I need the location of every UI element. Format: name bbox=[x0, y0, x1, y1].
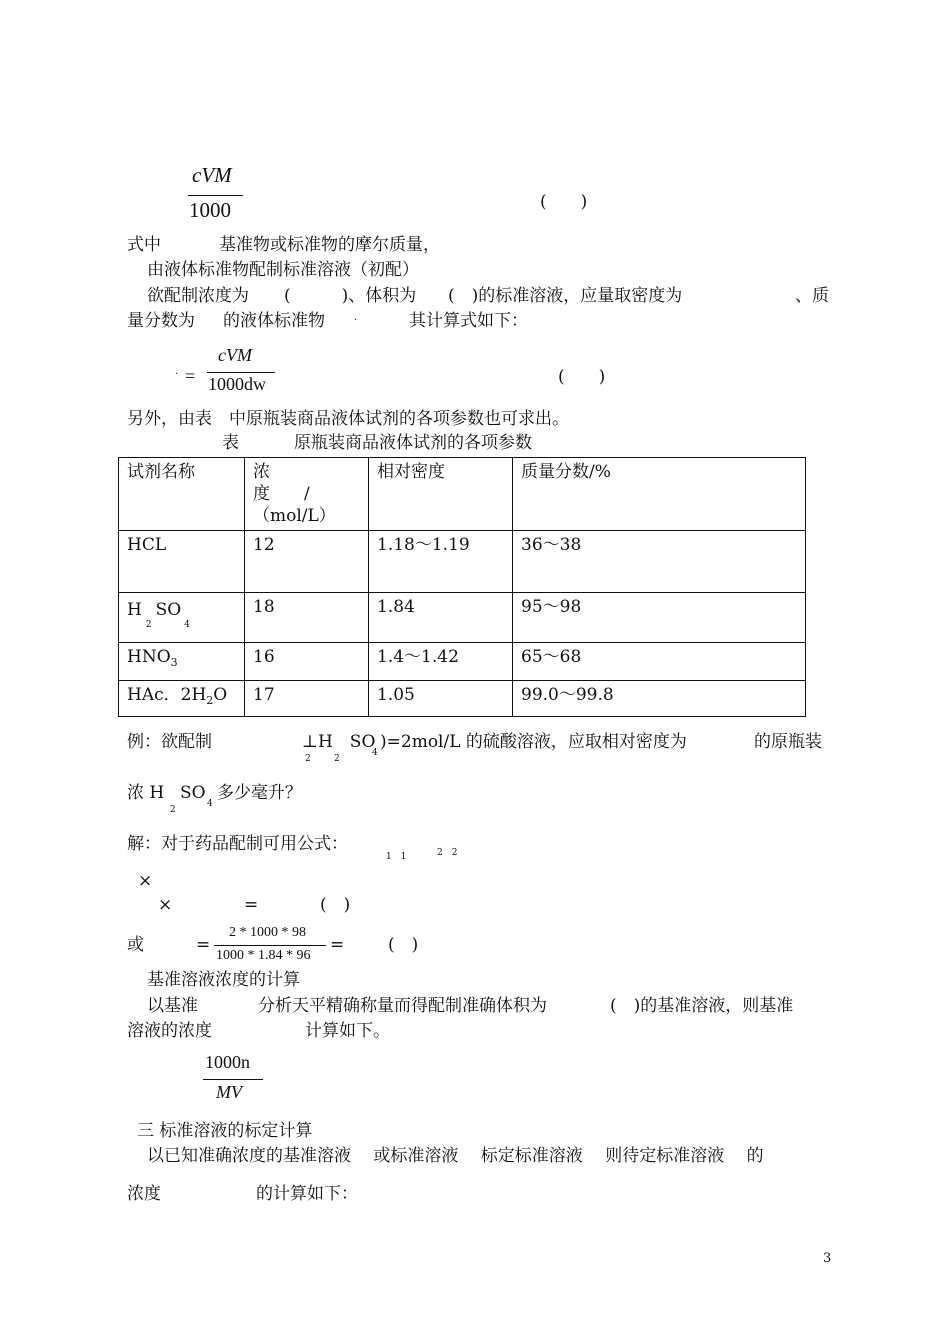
text-want-1: 欲配制浓度为 bbox=[147, 286, 249, 306]
header-name: 试剂名称 bbox=[119, 458, 245, 531]
example-eq-1: = bbox=[244, 895, 259, 915]
table-caption-label: 表 bbox=[222, 433, 239, 453]
table-row bbox=[119, 531, 806, 593]
table-row bbox=[119, 593, 806, 643]
example-formula-subs-1: 1 1 bbox=[386, 852, 407, 862]
text-mass-dot: · bbox=[354, 315, 358, 326]
example-l2-sub-4: 4 bbox=[207, 799, 213, 809]
formula1-denominator: 1000 bbox=[189, 198, 231, 222]
text-mass-1: 量分数为 bbox=[127, 311, 195, 331]
basic-l1-c: ( )的基准溶液，则基准 bbox=[610, 996, 794, 1016]
example-frac-numerator: 2 * 1000 * 98 bbox=[229, 925, 306, 940]
example-l1-b: ⊥H SO bbox=[302, 732, 376, 752]
example-times-2: × bbox=[158, 895, 173, 915]
table-row bbox=[119, 681, 806, 717]
cell-mass: 95～98 bbox=[513, 593, 806, 643]
example-l1-a: 例：欲配制 bbox=[127, 732, 212, 752]
example-paren-1: ( ) bbox=[320, 895, 351, 915]
section3-line1: 以已知准确浓度的基准溶液 或标准溶液 标定标准溶液 则待定标准溶液 的 bbox=[147, 1146, 764, 1166]
cell-name-part-b: O bbox=[213, 685, 228, 705]
basic-frac-numerator bbox=[205, 1052, 250, 1073]
text-want-3: ( )的标准溶液，应量取密度为 bbox=[448, 286, 683, 306]
cell-name-sub: 2 bbox=[145, 620, 152, 630]
formula2-number: ( ) bbox=[558, 367, 606, 387]
cell-name bbox=[119, 593, 245, 643]
cell-name-sub2: 4 bbox=[184, 620, 190, 630]
text-other: 另外，由表 中原瓶装商品液体试剂的各项参数也可求出。 bbox=[127, 409, 569, 429]
page-number: 3 bbox=[823, 1251, 832, 1266]
section3-title: 三 标准溶液的标定计算 bbox=[137, 1121, 313, 1141]
formula2-numerator: cVM bbox=[218, 345, 252, 365]
header-concentration bbox=[245, 458, 369, 531]
cell-name-part-a: HNO bbox=[127, 647, 171, 667]
cell-name bbox=[119, 681, 245, 717]
cell-name-part-b: SO bbox=[155, 600, 182, 620]
basic-l2-b: 计算如下。 bbox=[305, 1021, 390, 1041]
cell-mass: 99.0～99.8 bbox=[513, 681, 806, 717]
example-fraction-bar bbox=[214, 945, 326, 946]
example-paren-2: ( ) bbox=[388, 935, 419, 955]
basic-frac-num-text: 1000n bbox=[205, 1052, 250, 1072]
example-l1-sub-4: 4 bbox=[372, 748, 378, 758]
basic-fraction-bar bbox=[203, 1079, 263, 1080]
example-eq-3: = bbox=[330, 935, 345, 955]
example-l2-b: SO bbox=[180, 783, 206, 803]
cell-name-sub: 3 bbox=[170, 656, 178, 669]
cell-conc: 16 bbox=[245, 643, 369, 681]
header-mass-fraction: 质量分数/% bbox=[513, 458, 806, 531]
basic-l2-a: 溶液的浓度 bbox=[127, 1021, 212, 1041]
example-l1-sub-2b: 2 bbox=[334, 754, 340, 764]
text-shizhong-desc: 基准物或标准物的摩尔质量， bbox=[219, 235, 440, 255]
table-header-row bbox=[119, 458, 806, 531]
example-l1-d: 的原瓶装 bbox=[754, 732, 822, 752]
example-l1-c: )=2mol/L 的硫酸溶液，应取相对密度为 bbox=[380, 732, 687, 752]
example-frac-denominator: 1000 * 1.84 * 96 bbox=[216, 948, 311, 963]
cell-mass: 36～38 bbox=[513, 531, 806, 593]
example-l1-sub-2a: 2 bbox=[305, 754, 311, 764]
formula2-equals: = bbox=[185, 366, 196, 386]
formula1-fraction-bar bbox=[188, 195, 243, 196]
cell-conc: 12 bbox=[245, 531, 369, 593]
cell-mass: 65～68 bbox=[513, 643, 806, 681]
example-or: 或 bbox=[127, 935, 144, 955]
example-eq-2: = bbox=[196, 935, 211, 955]
basic-l1-b: 分析天平精确称量而得配制准确体积为 bbox=[258, 996, 547, 1016]
example-l2-c: 多少毫升？ bbox=[217, 783, 302, 803]
example-solution: 解：对于药品配制可用公式： bbox=[127, 834, 348, 854]
reagent-parameters-table bbox=[118, 457, 806, 717]
text-shizhong: 式中 bbox=[127, 235, 161, 255]
text-mass-2: 的液体标准物 bbox=[223, 311, 325, 331]
basic-frac-denominator: MV bbox=[216, 1082, 242, 1102]
header-density: 相对密度 bbox=[369, 458, 513, 531]
cell-name-part-a: H bbox=[127, 600, 142, 620]
cell-density: 1.4～1.42 bbox=[369, 643, 513, 681]
table-caption-title: 原瓶装商品液体试剂的各项参数 bbox=[294, 433, 532, 453]
section3-l2-b: 的计算如下： bbox=[256, 1184, 358, 1204]
example-l2-sub-2: 2 bbox=[170, 805, 176, 815]
cell-conc: 17 bbox=[245, 681, 369, 717]
header-conc-line2: （mol/L） bbox=[253, 506, 336, 526]
text-want-2: ( )、体积为 bbox=[284, 286, 417, 306]
cell-name-part-a: HAc．2H bbox=[127, 685, 207, 705]
text-mass-3: 其计算式如下： bbox=[409, 311, 528, 331]
formula1-number: ( ) bbox=[540, 192, 588, 212]
cell-name-sub: 2 bbox=[206, 694, 214, 707]
example-l2-a: 浓 H bbox=[127, 783, 165, 803]
section3-l2-a: 浓度 bbox=[127, 1184, 161, 1204]
formula1-numerator: cVM bbox=[192, 163, 232, 187]
formula2-lhs-dot: · bbox=[175, 369, 179, 380]
cell-conc: 18 bbox=[245, 593, 369, 643]
example-times-1: × bbox=[138, 871, 153, 891]
formula2-denominator: 1000dw bbox=[208, 374, 266, 394]
table-row bbox=[119, 643, 806, 681]
cell-density: 1.05 bbox=[369, 681, 513, 717]
text-liquid: 由液体标准物配制标准溶液（初配） bbox=[147, 260, 419, 280]
header-conc-line1: 浓 度 / bbox=[253, 462, 310, 504]
basic-title: 基准溶液浓度的计算 bbox=[147, 970, 300, 990]
cell-density: 1.18～1.19 bbox=[369, 531, 513, 593]
text-want-4: 、质 bbox=[795, 286, 829, 306]
cell-name bbox=[119, 643, 245, 681]
basic-l1-a: 以基准 bbox=[147, 996, 198, 1016]
example-formula-subs-2: 2 2 bbox=[437, 848, 458, 858]
cell-density: 1.84 bbox=[369, 593, 513, 643]
cell-name: HCL bbox=[119, 531, 245, 593]
